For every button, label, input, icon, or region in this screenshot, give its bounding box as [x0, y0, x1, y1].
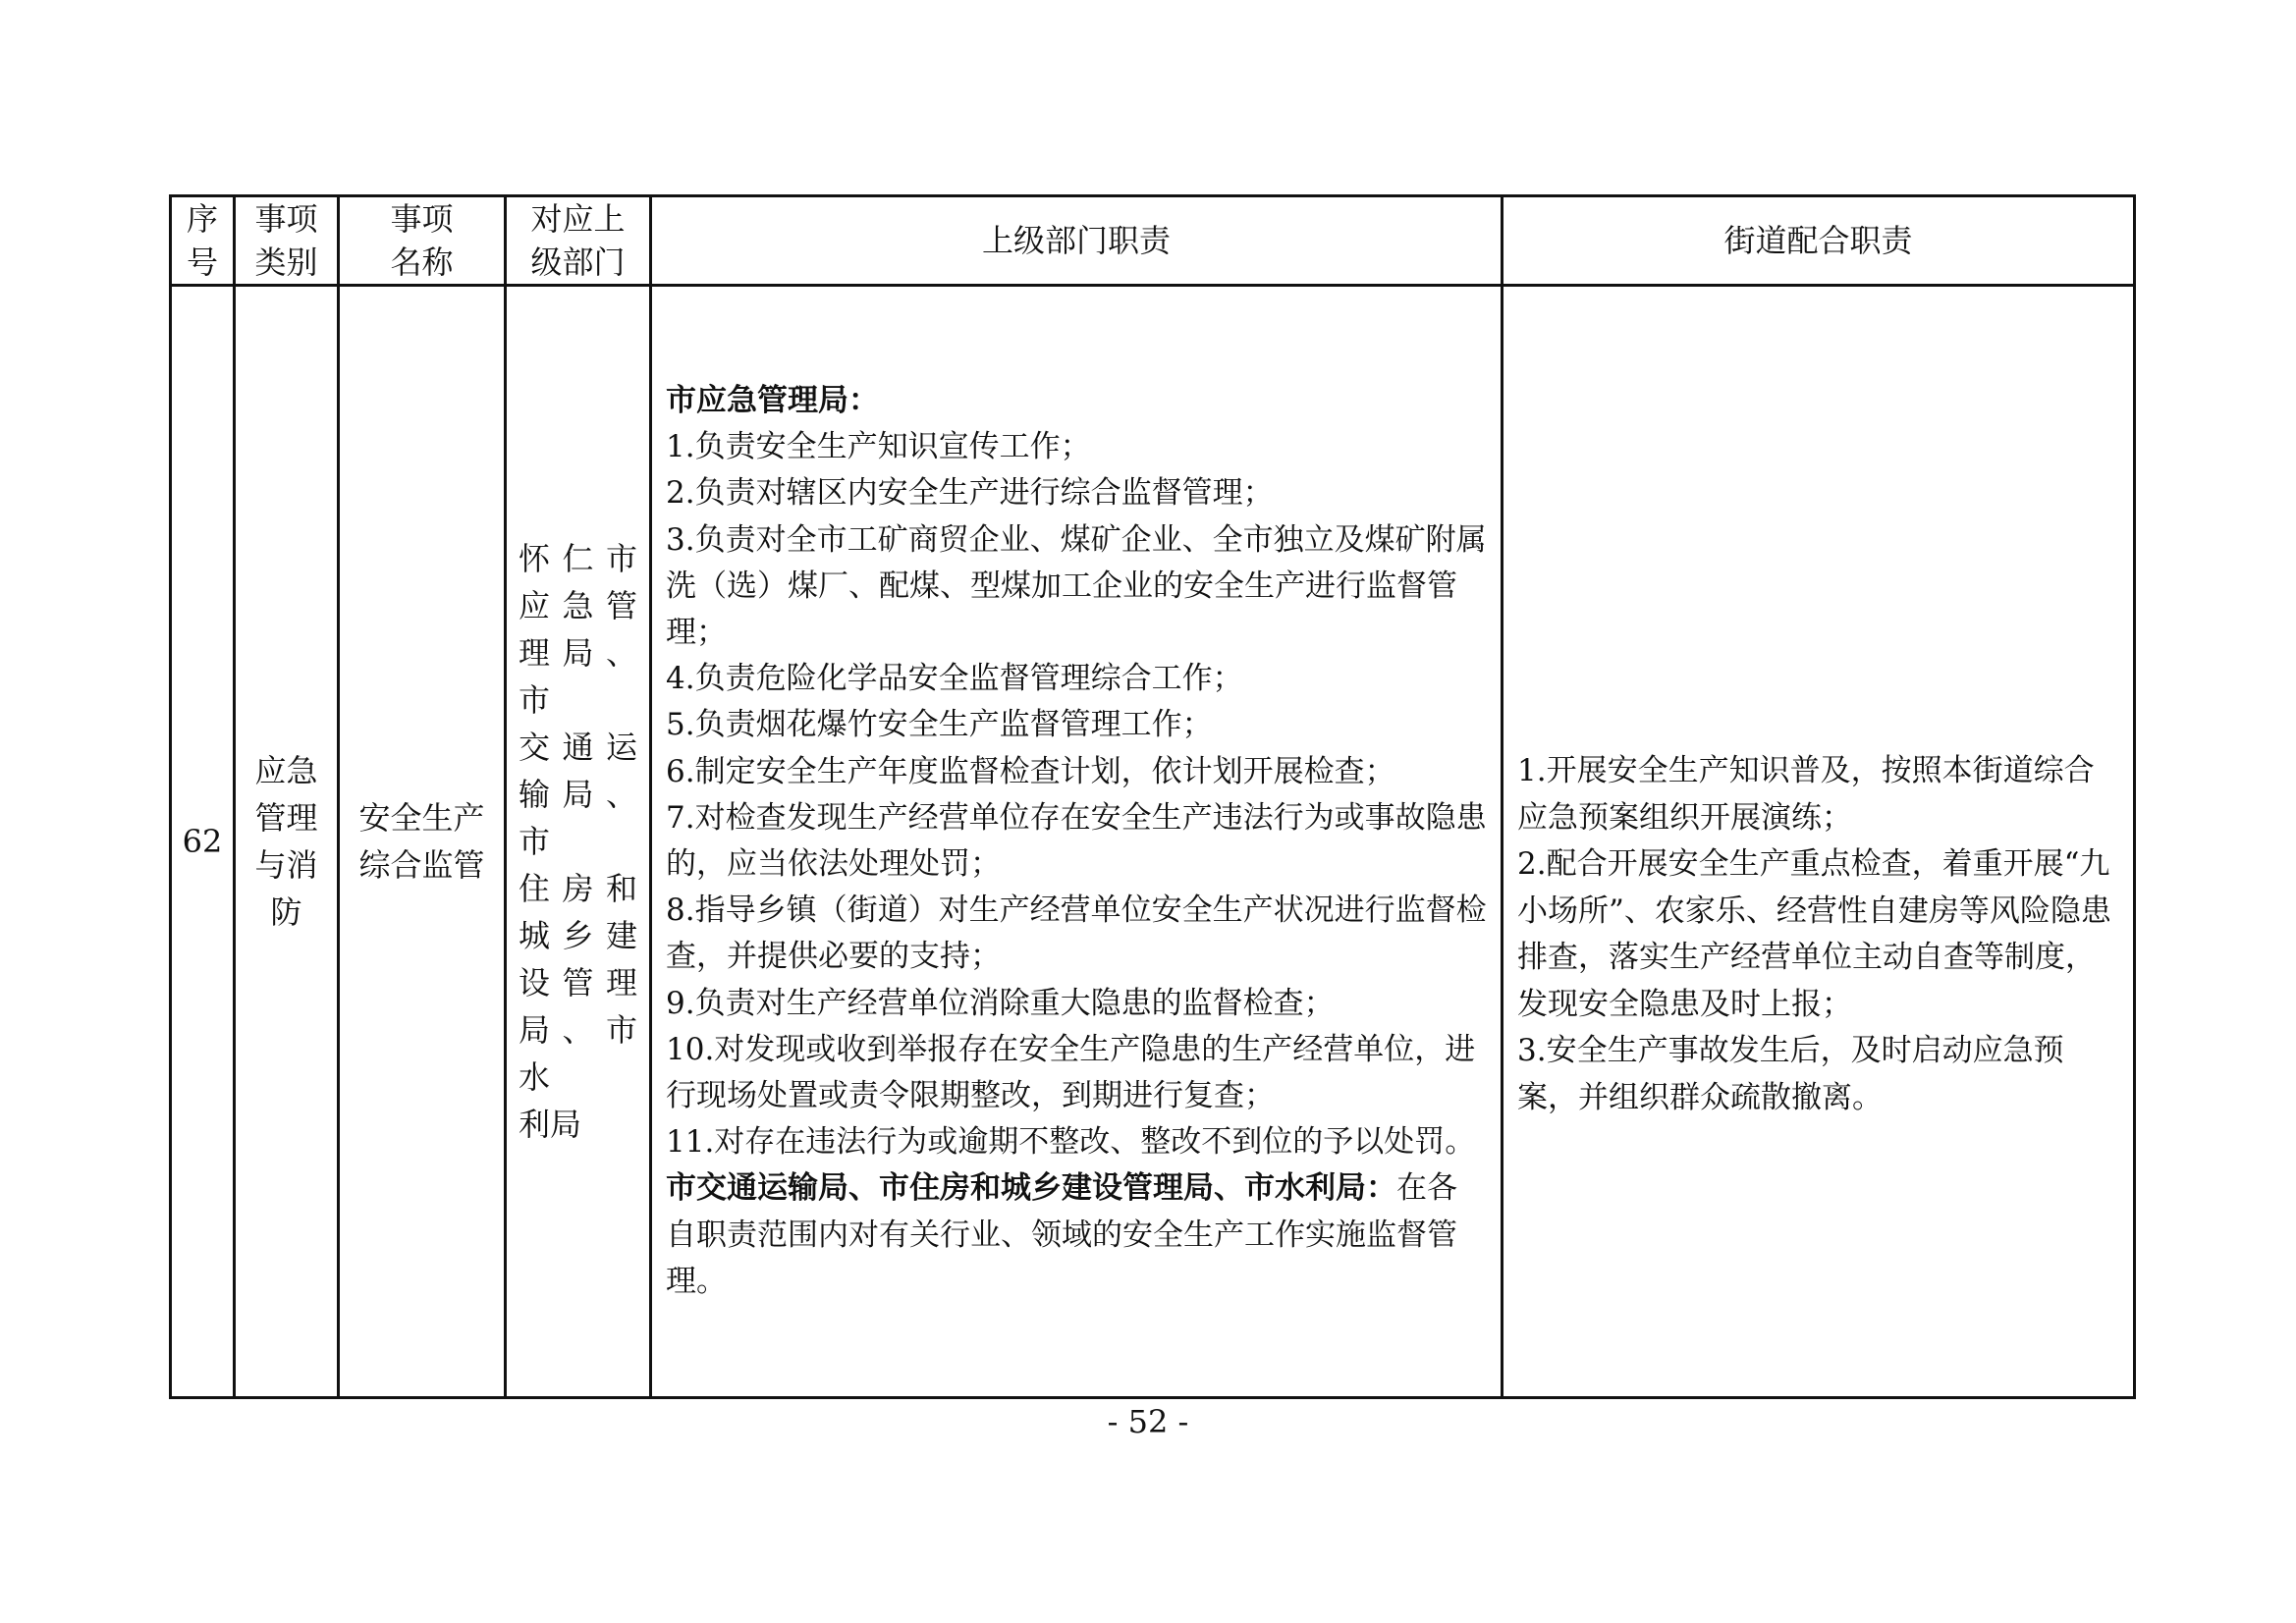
header-category: 事项 类别	[235, 196, 339, 286]
dept-line: 局、市水	[519, 1011, 637, 1096]
table-header-row	[171, 196, 2135, 286]
header-seq: 序 号	[171, 196, 235, 286]
duty-item: 10.对发现或收到举报存在安全生产隐患的生产经营单位，进行现场处置或责令限期整改，到期进行复查；	[666, 1031, 1476, 1114]
dept-line: 利局	[519, 1106, 582, 1143]
header-dept: 对应上 级部门	[506, 196, 651, 286]
duties-heading-other: 市交通运输局、市住房和城乡建设管理局、市水利局：	[666, 1170, 1396, 1207]
duty-item: 8.指导乡镇（街道）对生产经营单位安全生产状况进行监督检查，并提供必要的支持；	[666, 893, 1487, 975]
row-upper-duties	[651, 286, 1503, 1398]
duties-table	[169, 194, 2136, 1399]
street-duty-item: 1.开展安全生产知识普及，按照本街道综合应急预案组织开展演练；	[1517, 753, 2095, 836]
duty-item: 2.负责对辖区内安全生产进行综合监督管理；	[666, 475, 1274, 512]
header-upper-duties: 上级部门职责	[651, 196, 1503, 286]
street-duty-item: 3.安全生产事故发生后，及时启动应急预案，并组织群众疏散撤离。	[1517, 1033, 2064, 1115]
row-name: 安全生产 综合监管	[339, 286, 506, 1398]
row-category: 应急 管理 与消 防	[235, 286, 339, 1398]
duties-heading-emergency: 市应急管理局：	[666, 382, 879, 418]
duties-other-depts	[666, 1165, 1487, 1305]
header-name: 事项 名称	[339, 196, 506, 286]
duty-item: 11.对存在违法行为或逾期不整改、整改不到位的予以处罚。	[666, 1124, 1476, 1161]
table-row	[171, 286, 2135, 1398]
street-duty-item: 2.配合开展安全生产重点检查，着重开展“九小场所”、农家乐、经营性自建房等风险隐患排查，落实生产经营单位主动自查等制度，发现安全隐患及时上报；	[1517, 846, 2111, 1022]
dept-line: 住房和	[519, 870, 637, 907]
duty-item: 6.制定安全生产年度监督检查计划，依计划开展检查；	[666, 753, 1395, 789]
dept-line: 怀仁市	[519, 540, 637, 577]
duty-item: 7.对检查发现生产经营单位存在安全生产违法行为或事故隐患的，应当依法处理处罚；	[666, 799, 1487, 882]
dept-line: 输局、市	[519, 776, 637, 860]
duty-item: 9.负责对生产经营单位消除重大隐患的监督检查；	[666, 985, 1335, 1021]
page-number: - 52 -	[1107, 1403, 1189, 1440]
duty-item: 4.负责危险化学品安全监督管理综合工作；	[666, 661, 1243, 697]
duty-item: 5.负责烟花爆竹安全生产监督管理工作；	[666, 707, 1213, 743]
row-dept	[506, 286, 651, 1398]
dept-line: 交通运	[519, 729, 637, 766]
duty-item: 1.负责安全生产知识宣传工作；	[666, 429, 1091, 465]
header-street-duties: 街道配合职责	[1503, 196, 2135, 286]
row-seq: 62	[171, 286, 235, 1398]
dept-line: 理局、市	[519, 634, 637, 719]
row-street-duties	[1503, 286, 2135, 1398]
duties-other-text: 在各自职责范围内对有关行业、领域的安全生产工作实施监督管理。	[666, 1170, 1457, 1299]
duty-item: 3.负责对全市工矿商贸企业、煤矿企业、全市独立及煤矿附属洗（选）煤厂、配煤、型煤加工企业的安全生产进行监督管理；	[666, 521, 1487, 650]
dept-line: 应急管	[519, 587, 637, 624]
dept-line: 城乡建	[519, 917, 637, 954]
dept-line: 设管理	[519, 964, 637, 1001]
